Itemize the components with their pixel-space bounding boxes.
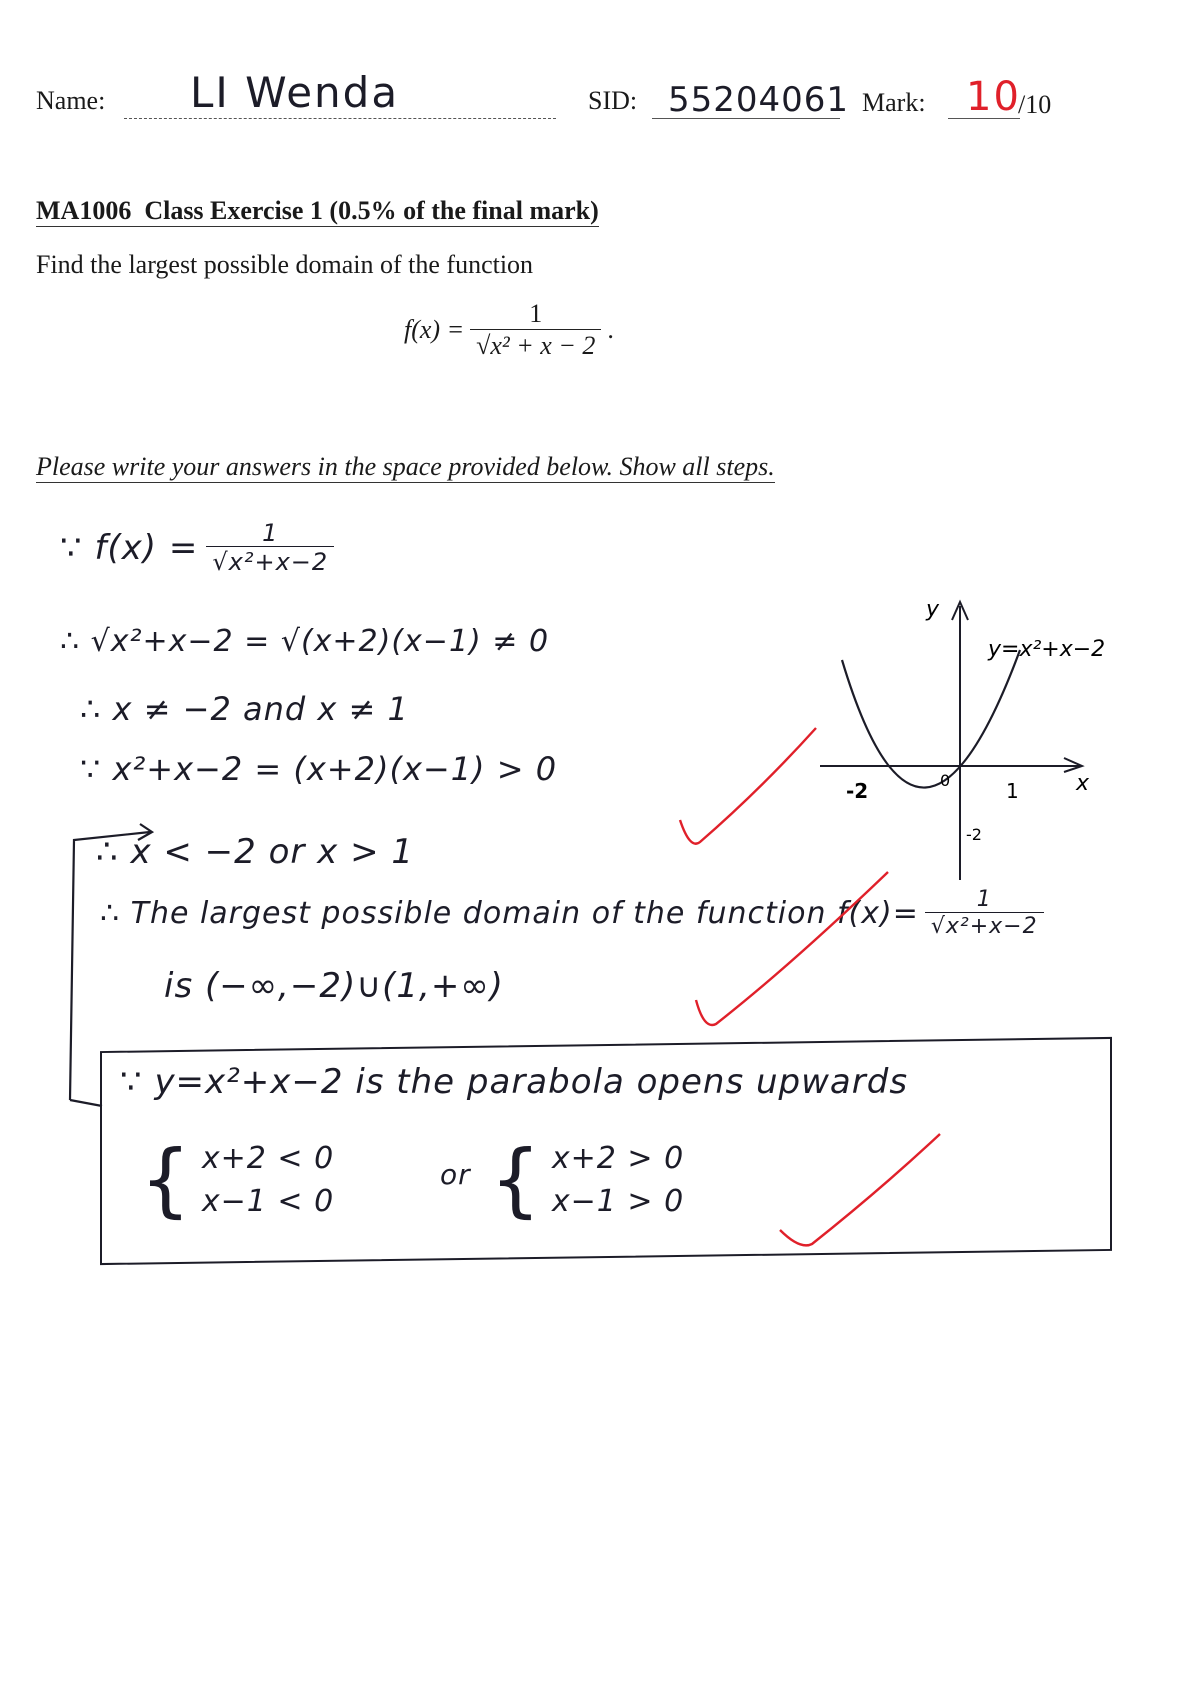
case-2-a: x+2 > 0: [551, 1141, 685, 1176]
exercise-prompt: Find the largest possible domain of the function: [36, 250, 534, 279]
formula-lhs: f(x) =: [404, 315, 465, 345]
graph-tick-0: 0: [940, 771, 951, 790]
graph-tick-1: 1: [1006, 779, 1019, 803]
formula-numerator: 1: [529, 299, 543, 328]
graph-tick-y-neg2: -2: [966, 825, 982, 844]
mark-label: Mark:: [862, 88, 926, 117]
formula-denominator: √x² + x − 2: [470, 329, 601, 361]
brace-left-2: {: [490, 1133, 542, 1226]
answer-line-1-num: 1: [262, 519, 279, 547]
name-value: LI Wenda: [190, 68, 400, 117]
box-or: or: [440, 1158, 471, 1191]
answer-line-6-num: 1: [976, 887, 992, 912]
graph-tick-neg2: -2: [846, 779, 869, 803]
answer-line-7: is (−∞,−2)∪(1,+∞): [164, 966, 504, 1006]
graph-y-label: y: [926, 597, 940, 622]
mark-value: 10: [966, 74, 1021, 120]
answer-line-6-den: √x²+x−2: [925, 912, 1044, 939]
answer-line-1-prefix: ∵ f(x) =: [60, 527, 199, 568]
checkmark-3: [780, 1134, 940, 1245]
formula-period: .: [607, 315, 614, 345]
name-label: Name:: [36, 86, 106, 115]
graph-curve-label: y=x²+x−2: [988, 637, 1106, 662]
checkmark-2: [696, 872, 888, 1025]
sid-label: SID:: [588, 86, 638, 115]
checkmark-1: [680, 728, 816, 844]
answer-line-1-den: √x²+x−2: [206, 546, 334, 575]
case-2-b: x−1 > 0: [551, 1184, 685, 1219]
answer-line-2: ∴ √x²+x−2 = √(x+2)(x−1) ≠ 0: [60, 624, 550, 659]
answer-line-3: ∴ x ≠ −2 and x ≠ 1: [80, 690, 409, 728]
sid-value: 55204061: [668, 80, 850, 120]
brace-left-1: {: [140, 1133, 192, 1226]
exercise-title: MA1006 Class Exercise 1 (0.5% of the final mark): [36, 196, 599, 225]
box-line-1: ∵ y=x²+x−2 is the parabola opens upwards: [120, 1062, 909, 1102]
answer-line-5: ∴ x < −2 or x > 1: [96, 832, 415, 872]
case-1-b: x−1 < 0: [201, 1184, 335, 1219]
graph-x-label: x: [1076, 771, 1090, 796]
answer-line-4: ∵ x²+x−2 = (x+2)(x−1) > 0: [80, 750, 558, 788]
mark-total: /10: [1018, 90, 1052, 119]
answer-line-6-prefix: ∴ The largest possible domain of the function f(x)=: [100, 896, 919, 932]
case-1-a: x+2 < 0: [201, 1141, 335, 1176]
instruction-text: Please write your answers in the space provided below. Show all steps.: [36, 452, 775, 481]
